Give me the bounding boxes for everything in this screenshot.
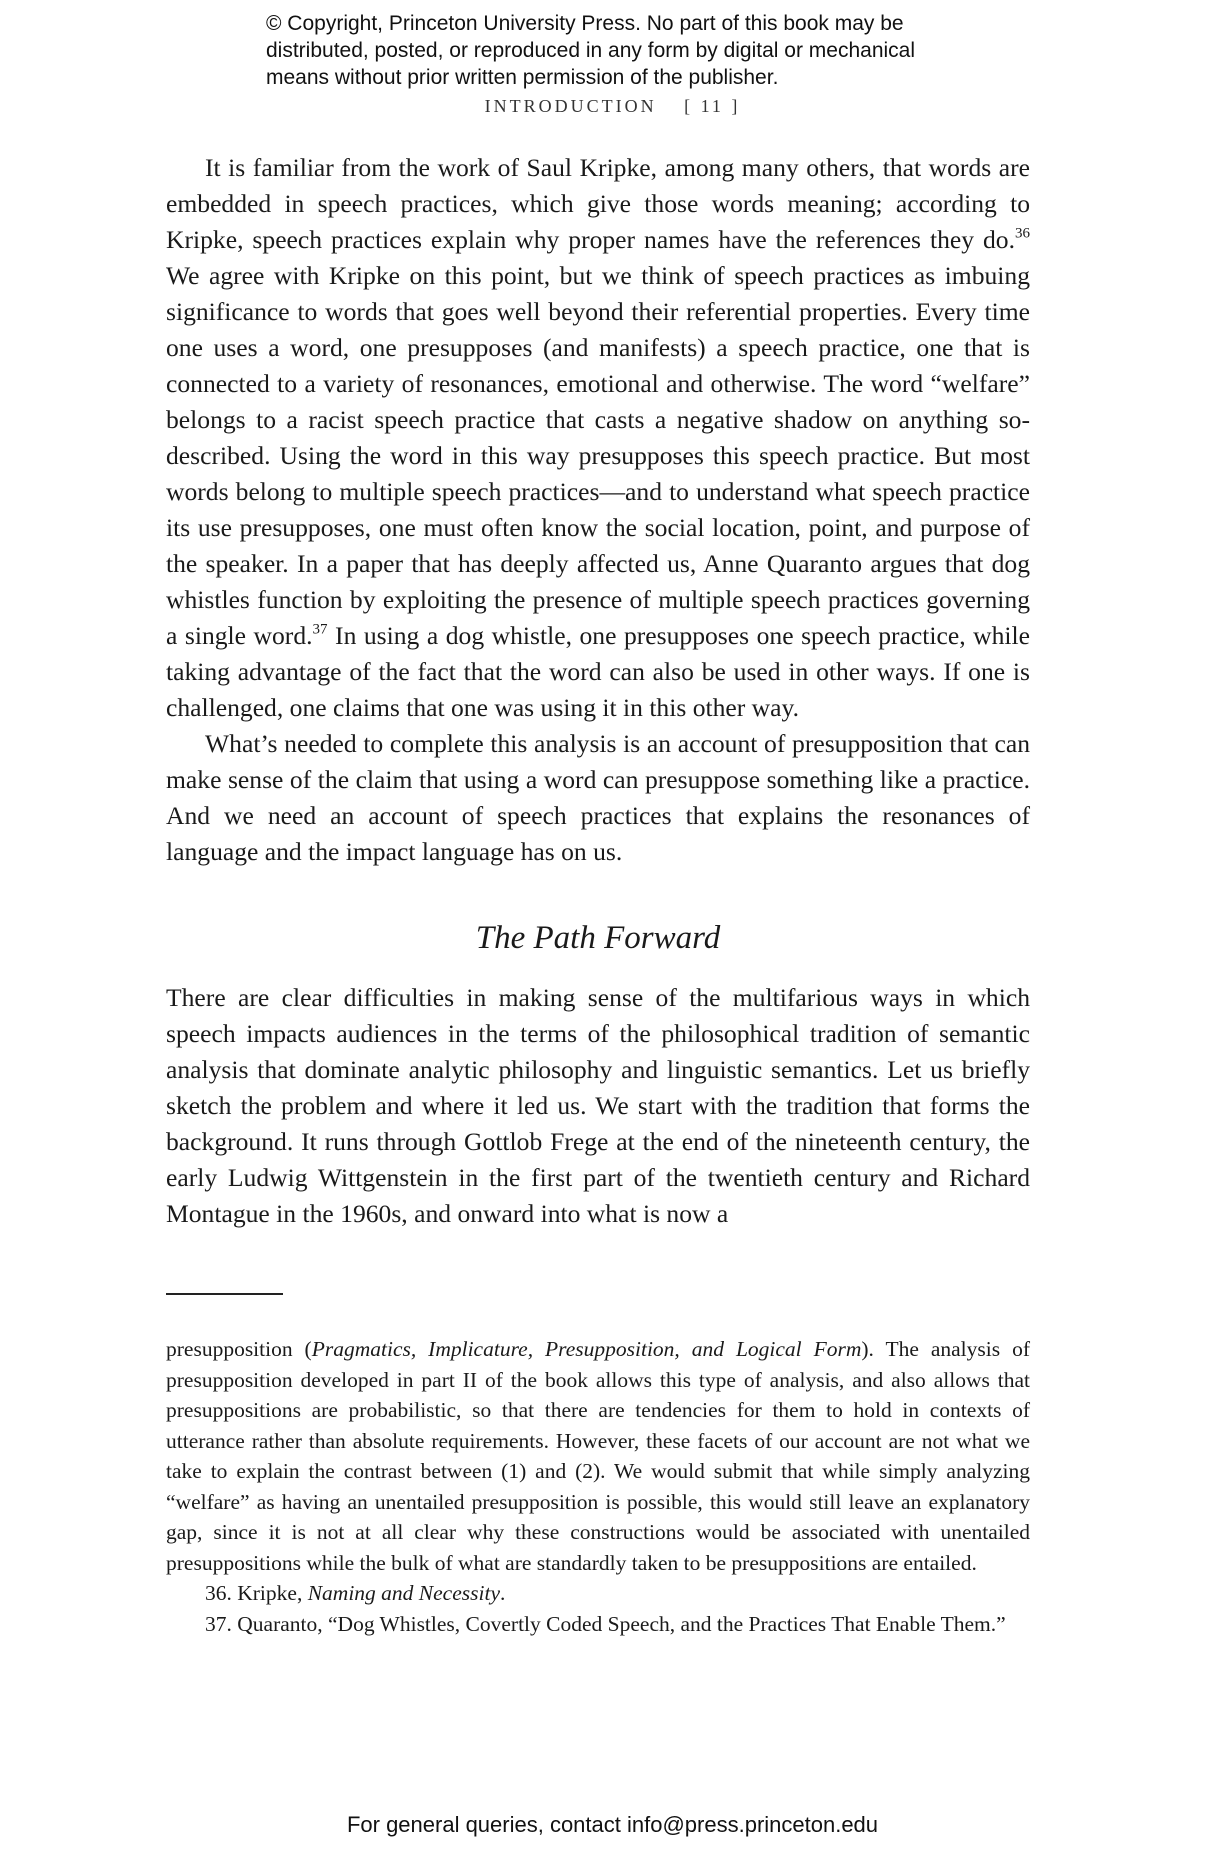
footnote-title: Pragmatics, Implicature, Presupposition, and Logical Form <box>311 1337 862 1361</box>
running-head <box>0 96 1225 117</box>
footnote-37: 37. Quaranto, “Dog Whistles, Covertly Coded Speech, and the Practices That Enable Them.” <box>205 1611 1006 1636</box>
footnote-text: 36. Kripke, <box>205 1581 308 1605</box>
footnote-title: Naming and Necessity <box>307 1581 500 1605</box>
copyright-line: distributed, posted, or reproduced in any form by digital or mechanical <box>266 39 916 62</box>
footnote-ref-36[interactable]: 36 <box>1015 225 1030 242</box>
footer-contact: For general queries, contact info@press.princeton.edu <box>346 1812 879 1837</box>
paragraph: What’s needed to complete this analysis is an account of presupposition that can make sense of the claim that using a word can presuppose something like a practice. And we need an account of speech practices that explains the resonances of language and the impact language has on us. <box>166 729 1030 866</box>
page-number: [ 11 ] <box>684 96 741 116</box>
footnote-36 <box>166 1578 1030 1609</box>
footnote-separator <box>166 1293 283 1295</box>
copyright-line: © Copyright, Princeton University Press. No part of this book may be <box>266 12 904 35</box>
footnotes <box>166 1334 1030 1639</box>
footnote-text: . <box>500 1581 506 1605</box>
main-text <box>166 150 1030 1232</box>
paragraph: There are clear difficulties in making sense of the multifarious ways in which speech impacts audiences in the terms of the philosophical tradition of semantic analysis that dominate analytic philosophy and linguistic semantics. Let us briefly sketch the problem and where it led us. We start with the tradition that forms the background. It runs through Gottlob Frege at the end of the nineteenth century, the early Ludwig Wittgenstein in the first part of the twentieth century and Richard Montague in the 1960s, and onward into what is now a <box>166 983 1030 1228</box>
paragraph-text: It is familiar from the work of Saul Kripke, among many others, that words are embedded in speech practices, which give those words meaning; according to Kripke, speech practices explain why proper names have the references they do. <box>166 153 1030 254</box>
footnote-ref-37[interactable]: 37 <box>312 621 328 638</box>
copyright-line: means without prior written permission of the publisher. <box>266 66 779 89</box>
running-head-section: INTRODUCTION <box>484 96 657 116</box>
paragraph-text: In using a dog whistle, one presupposes one speech practice, while taking advantage of the fact that the word can also be used in other ways. If one is challenged, one claims that one was using it in this other way. <box>166 621 1030 722</box>
footnote-continuation <box>166 1334 1030 1578</box>
paragraph-text: We agree with Kripke on this point, but we think of speech practices as imbuing significance to words that goes well beyond their referential properties. Every time one uses a word, one presupposes (and manifests) a speech practice, one that is connected to a variety of resonances, emotional and otherwise. The word “welfare” belongs to a racist speech practice that casts a negative shadow on anything so-described. Using the word in this way presupposes this speech practice. But most words belong to multiple speech practices—and to understand what speech practice its use presupposes, one must often know the social location, point, and purpose of the speaker. In a paper that has deeply affected us, Anne Quaranto argues that dog whistles function by exploiting the presence of multiple speech practices governing a single word. <box>166 261 1030 650</box>
footnote-text: presupposition ( <box>166 1337 312 1361</box>
footnote-text: ). The analysis of presupposition developed in part II of the book allows this type of analysis, and also allows that presuppositions are probabilistic, so that there are tendencies for them to hold in contexts of utterance rather than absolute requirements. However, these facets of our account are not what we take to explain the contrast between (1) and (2). We would submit that while simply analyzing “welfare” as having an unentailed presupposition is possible, this would still leave an explanatory gap, since it is not at all clear why these constructions would be associated with unentailed presuppositions while the bulk of what are standardly taken to be presuppositions are entailed. <box>166 1337 1030 1575</box>
copyright-notice <box>266 10 1026 91</box>
section-heading: The Path Forward <box>475 920 721 956</box>
paragraph <box>166 150 1030 726</box>
